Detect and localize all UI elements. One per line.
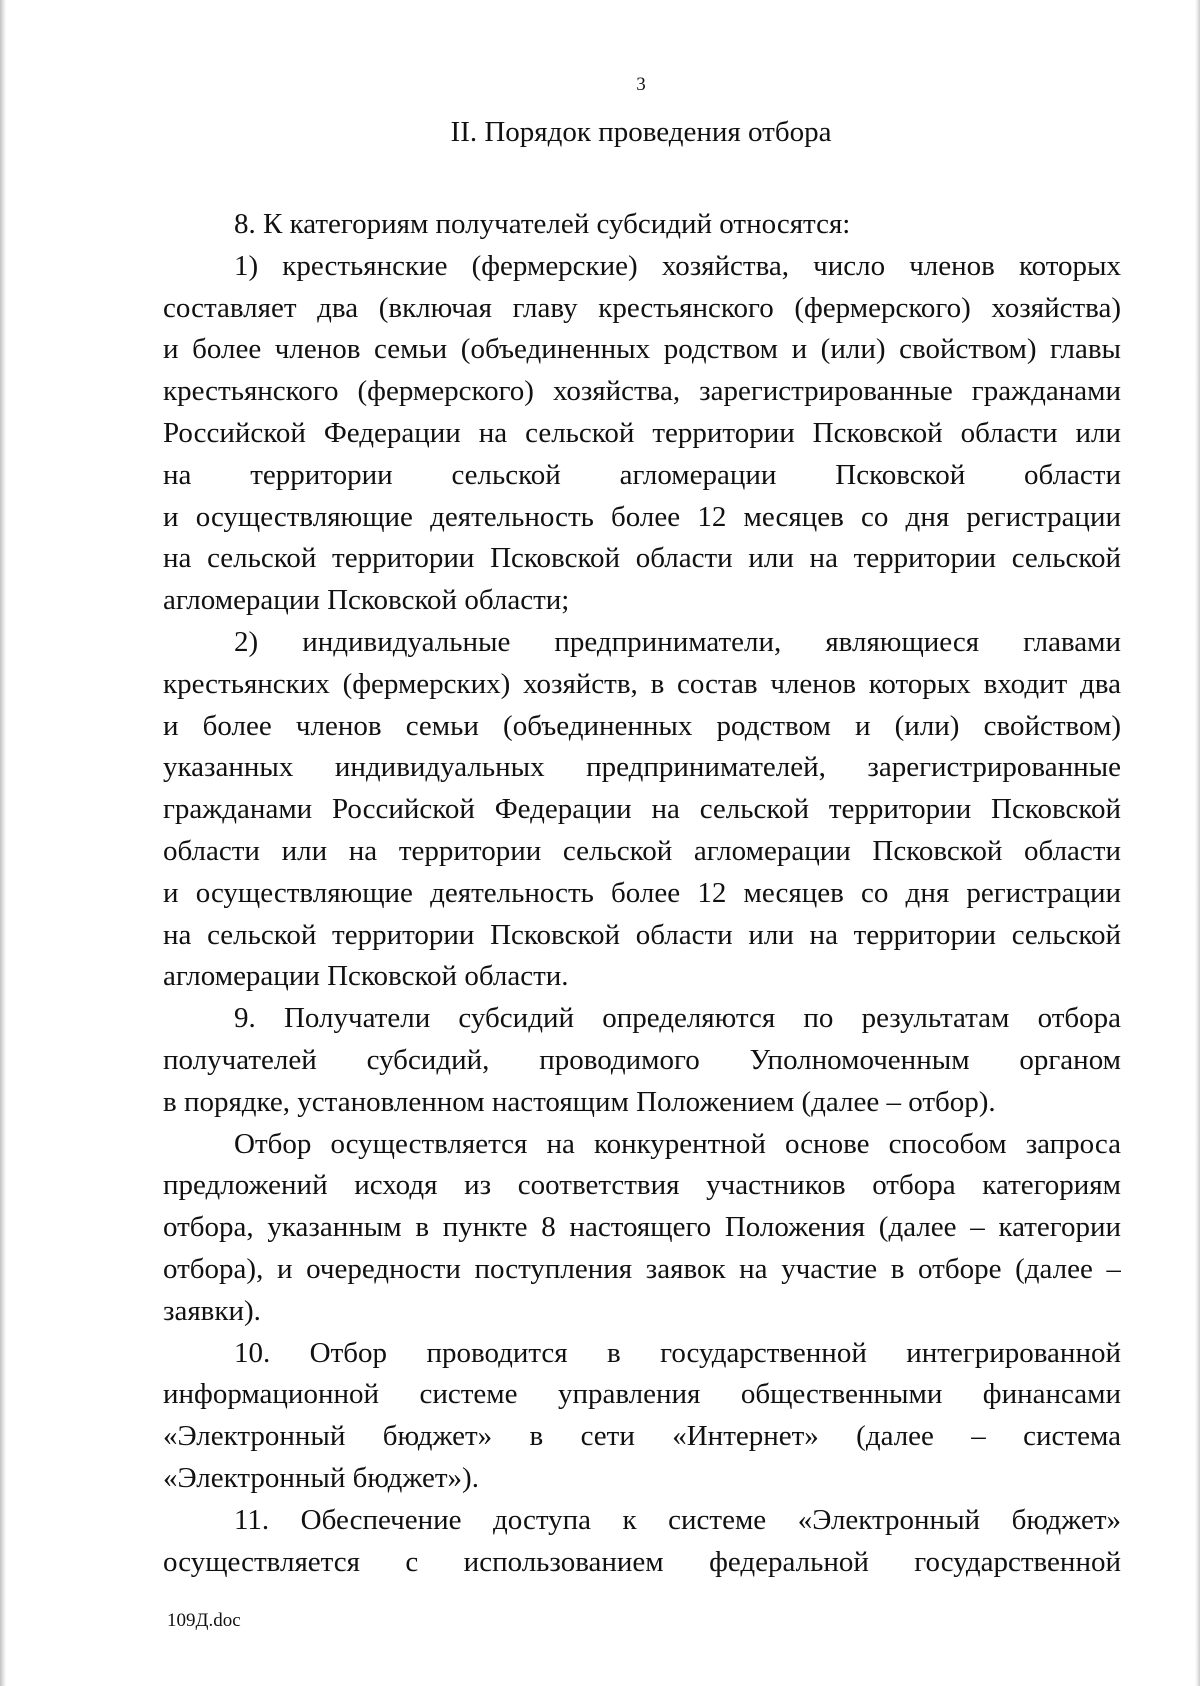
text-line: крестьянского (фермерского) хозяйства, зарегистрированные гражданами: [163, 375, 1121, 408]
scan-edge-left: [0, 0, 6, 1686]
text-line: области или на территории сельской агломерации Псковской области: [163, 834, 1121, 867]
text-line: составляет два (включая главу крестьянского (фермерского) хозяйства): [163, 291, 1121, 324]
page-number: 3: [636, 74, 646, 95]
paragraph-10: [163, 1333, 1121, 1500]
body-text: [163, 204, 1121, 1583]
text-line: агломерации Псковской области.: [163, 960, 569, 993]
paragraph-8-2: [163, 622, 1121, 998]
text-line: и осуществляющие деятельность более 12 месяцев со дня регистрации: [163, 876, 1121, 909]
text-line: Российской Федерации на сельской территории Псковской области или: [163, 416, 1121, 449]
text-line: и более членов семьи (объединенных родством и (или) свойством) главы: [163, 333, 1121, 366]
paragraph-8-1: [163, 246, 1121, 622]
text-line: 10. Отбор проводится в государственной интегрированной: [234, 1336, 1121, 1369]
text-line: 1) крестьянские (фермерские) хозяйства, число членов которых: [234, 249, 1121, 282]
paragraph-9: [163, 998, 1121, 1123]
text-line: заявки).: [163, 1294, 261, 1327]
text-line: «Электронный бюджет» в сети «Интернет» (далее – система: [163, 1420, 1121, 1453]
paragraph-11: [163, 1500, 1121, 1584]
text-line: информационной системе управления общественными финансами: [163, 1378, 1121, 1411]
text-line: крестьянских (фермерских) хозяйств, в состав членов которых входит два: [163, 667, 1121, 700]
text-line: и более членов семьи (объединенных родством и (или) свойством): [163, 709, 1121, 742]
scan-edge-right: [1195, 0, 1200, 1686]
text-line: на территории сельской агломерации Псковской области: [163, 458, 1121, 491]
text-line: в порядке, установленном настоящим Положением (далее – отбор).: [163, 1085, 996, 1118]
text-line: 9. Получатели субсидий определяются по результатам отбора: [234, 1002, 1121, 1035]
text-line: на сельской территории Псковской области или на территории сельской: [163, 918, 1121, 951]
text-line: осуществляется с использованием федеральной государственной: [163, 1545, 1121, 1578]
text-line: и осуществляющие деятельность более 12 месяцев со дня регистрации: [163, 500, 1121, 533]
paragraph-9-selection: [163, 1124, 1121, 1333]
text-line: отбора), и очередности поступления заявок на участие в отборе (далее –: [163, 1252, 1121, 1285]
text-line: получателей субсидий, проводимого Уполномоченным органом: [163, 1043, 1121, 1076]
footer-file-code: 109Д.doc: [167, 1610, 241, 1631]
paragraph-8: [163, 204, 1121, 246]
text-line: отбора, указанным в пункте 8 настоящего Положения (далее – категории: [163, 1211, 1121, 1244]
text-line: 2) индивидуальные предприниматели, являющиеся главами: [234, 625, 1121, 658]
text-line: указанных индивидуальных предпринимателей, зарегистрированные: [163, 751, 1121, 784]
text-line: гражданами Российской Федерации на сельской территории Псковской: [163, 793, 1121, 826]
text-line: 8. К категориям получателей субсидий относятся:: [234, 208, 851, 240]
text-line: 11. Обеспечение доступа к системе «Электронный бюджет»: [234, 1503, 1121, 1536]
text-line: «Электронный бюджет»).: [163, 1461, 479, 1494]
text-line: агломерации Псковской области;: [163, 584, 570, 617]
section-title: II. Порядок проведения отбора: [450, 116, 832, 148]
text-line: Отбор осуществляется на конкурентной основе способом запроса: [234, 1127, 1121, 1160]
text-line: предложений исходя из соответствия участников отбора категориям: [163, 1169, 1121, 1202]
text-line: на сельской территории Псковской области или на территории сельской: [163, 542, 1121, 575]
